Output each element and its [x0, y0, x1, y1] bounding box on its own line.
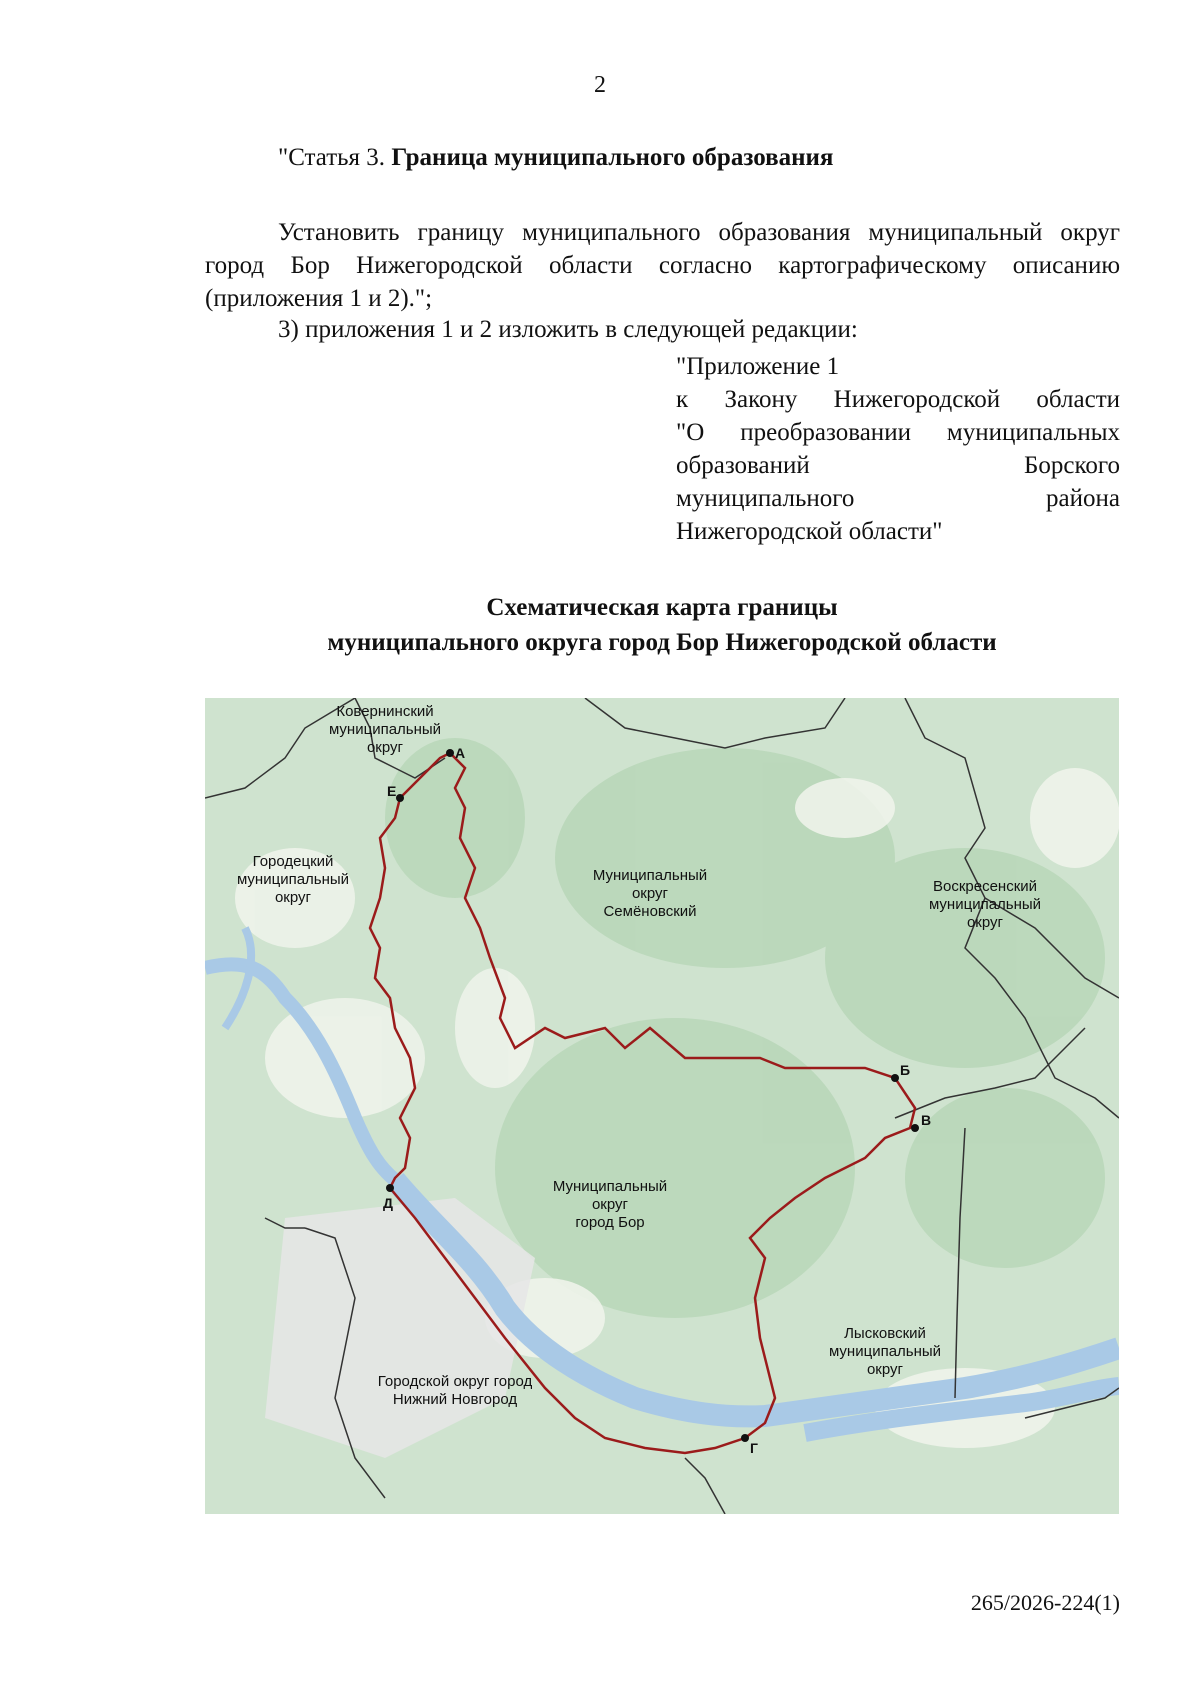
label-semenov-3: Семёновский	[603, 903, 697, 920]
appendix-block	[676, 350, 1120, 548]
label-nn-1: Городской округ город	[377, 1373, 533, 1390]
appendix-line-4a: образований	[676, 452, 810, 479]
map-title	[0, 590, 1200, 660]
point-b-marker	[891, 1074, 899, 1082]
label-kovernino-2: муниципальный	[328, 721, 442, 738]
label-lyskovo-2: муниципальный	[828, 1343, 942, 1360]
point-a-label: А	[455, 745, 466, 761]
map-svg	[205, 698, 1119, 1514]
appendix-line-5a: муниципального	[676, 485, 855, 512]
schematic-map	[205, 698, 1119, 1514]
point-d-marker	[386, 1184, 394, 1192]
map-title-line-1: Схематическая карта границы	[486, 594, 838, 621]
point-d-label: Д	[383, 1195, 393, 1211]
label-voskresenskoe-1: Воскресенский	[932, 878, 1038, 895]
document-code: 265/2026-224(1)	[970, 1590, 1120, 1615]
label-bor-2: округ	[591, 1196, 629, 1213]
point-a-marker	[446, 749, 454, 757]
map-title-line-2: муниципального округа город Бор Нижегородской области	[327, 629, 997, 656]
point-v-label: В	[921, 1112, 932, 1128]
label-voskresenskoe-2: муниципальный	[928, 896, 1042, 913]
appendix-line-2: к Закону Нижегородской области	[676, 386, 1120, 413]
point-g-marker	[741, 1434, 749, 1442]
paragraph-boundary: Установить границу муниципального образования муниципальный округ город Бор Нижегородской области согласно картографическому описанию (приложения 1 и 2).";	[205, 219, 1120, 312]
label-kovernino-1: Ковернинский	[336, 703, 434, 720]
label-lyskovo-1: Лысковский	[844, 1325, 926, 1342]
appendix-line-4b: Борского	[1024, 452, 1120, 479]
page-number: 2	[594, 72, 606, 98]
point-b-label: Б	[900, 1062, 911, 1078]
label-bor-1: Муниципальный	[552, 1178, 668, 1195]
article-heading	[278, 144, 833, 172]
appendix-line-6: Нижегородской области"	[676, 518, 943, 545]
point-v-marker	[911, 1124, 919, 1132]
label-bor-3: город Бор	[575, 1214, 645, 1231]
appendix-line-1: "Приложение 1	[676, 353, 840, 380]
label-semenov-2: округ	[631, 885, 669, 902]
appendix-line-3: "О преобразовании муниципальных	[676, 419, 1120, 446]
label-nn-2: Нижний Новгород	[392, 1391, 518, 1408]
label-voskresenskoe-3: округ	[966, 914, 1004, 931]
label-semenov-1: Муниципальный	[592, 867, 708, 884]
appendix-line-5	[676, 482, 1120, 515]
point-e-marker	[396, 794, 404, 802]
label-gorodets-3: округ	[274, 889, 312, 906]
label-gorodets-2: муниципальный	[236, 871, 350, 888]
item-3: 3) приложения 1 и 2 изложить в следующей редакции:	[278, 316, 858, 343]
point-e-label: Е	[387, 783, 397, 799]
appendix-line-5b: района	[1046, 485, 1120, 512]
label-kovernino-3: округ	[366, 739, 404, 756]
appendix-line-4	[676, 449, 1120, 482]
article-prefix: "Статья 3.	[278, 144, 392, 171]
label-lyskovo-3: округ	[866, 1361, 904, 1378]
label-gorodets-1: Городецкий	[252, 853, 334, 870]
article-title: Граница муниципального образования	[391, 144, 834, 171]
point-g-label: Г	[750, 1440, 758, 1456]
